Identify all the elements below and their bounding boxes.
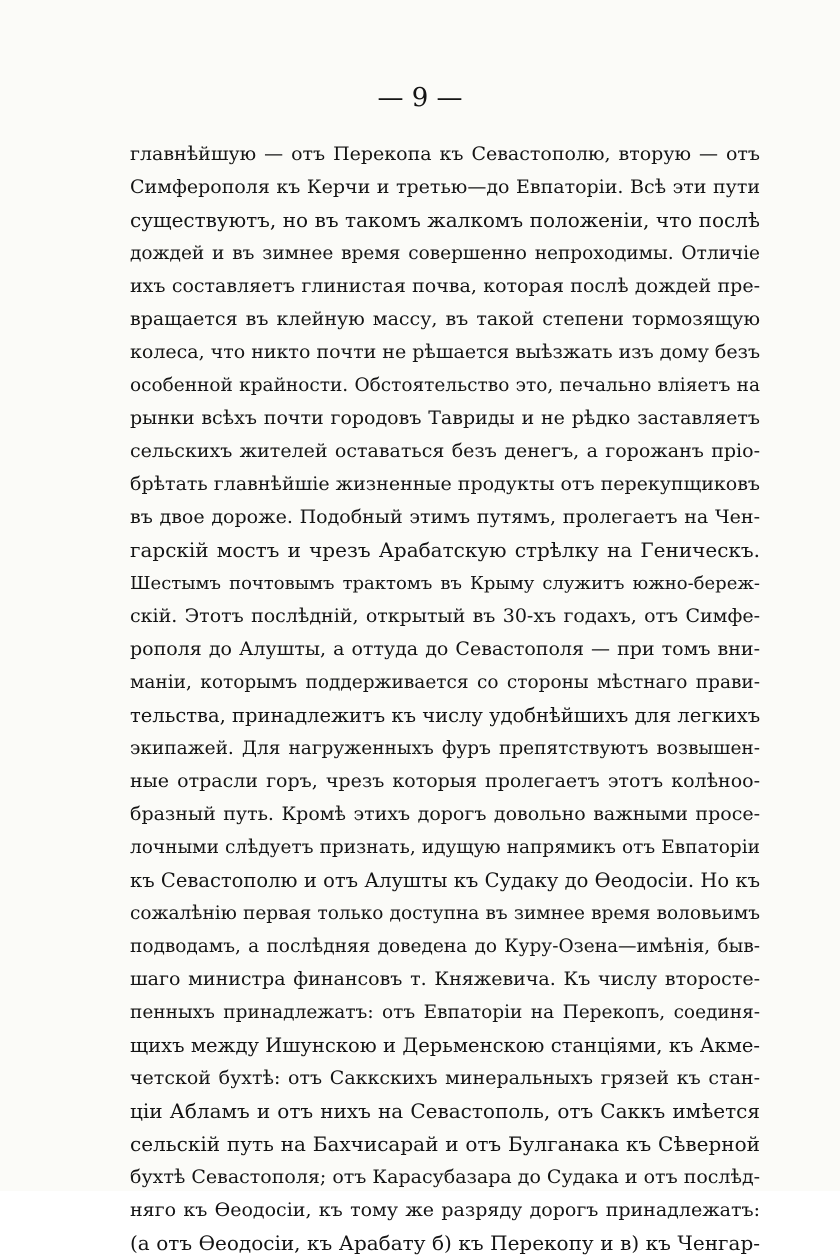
text-line: колеса, что никто почти не рѣшается выѣзжать изъ дому безъ [130, 341, 760, 363]
text-line: пенныхъ принадлежатъ: отъ Евпаторіи на Перекопъ, соединя- [130, 1002, 760, 1023]
text-line: лочными слѣдуетъ признать, идущую напрямикъ отъ Евпаторіи [130, 837, 760, 858]
text-line: ціи Абламъ и отъ нихъ на Севастополь, отъ Саккъ имѣется [130, 1099, 760, 1123]
text-line: бухтѣ Севастополя; отъ Карасубазара до Судака и отъ послѣд- [130, 1166, 760, 1188]
text-line: бразный путь. Кромѣ этихъ дорогъ довольно важными просе- [130, 803, 760, 825]
text-line: тельства, принадлежитъ къ числу удобнѣйшихъ для легкихъ [130, 704, 760, 727]
text-line: особенной крайности. Обстоятельство это, печально вліяетъ на [130, 375, 760, 396]
text-line: няго къ Ѳеодосіи, къ тому же разряду дорогъ принадлежатъ: [130, 1199, 760, 1221]
text-line: ихъ составляетъ глинистая почва, которая послѣ дождей пре- [130, 275, 760, 297]
text-line: къ Севастополю и отъ Алушты къ Судаку до Ѳеодосіи. Но къ [130, 869, 760, 892]
text-line: брѣтать главнѣйшіе жизненные продукты отъ перекупщиковъ [130, 473, 760, 495]
body-text [130, 138, 760, 1260]
text-line: сожалѣнію первая только доступна въ зимнее время воловьимъ [130, 903, 760, 924]
text-line: въ двое дороже. Подобный этимъ путямъ, пролегаетъ на Чен- [130, 506, 760, 528]
text-line: ные отрасли горъ, чрезъ которыя пролегаетъ этотъ колѣноо- [130, 770, 760, 792]
text-line: главнѣйшую — отъ Перекопа къ Севастополю, вторую — отъ [130, 143, 760, 165]
text-line: существуютъ, но въ такомъ жалкомъ положеніи, что послѣ [130, 208, 760, 232]
text-line: шаго министра финансовъ т. Княжевича. Къ числу второсте- [130, 968, 760, 990]
text-line: дождей и въ зимнее время совершенно непроходимы. Отличіе [130, 243, 760, 264]
text-line: сельскій путь на Бахчисарай и отъ Булганака къ Сѣверной [130, 1132, 760, 1156]
text-line: скій. Этотъ послѣдній, открытый въ 30-хъ годахъ, отъ Симфе- [130, 605, 760, 627]
text-line: сельскихъ жителей оставаться безъ денегъ, а горожанъ пріо- [130, 440, 760, 462]
text-line: вращается въ клейную массу, въ такой степени тормозящую [130, 308, 760, 330]
text-line: рополя до Алушты, а оттуда до Севастополя — при томъ вни- [130, 638, 760, 660]
text-line: подводамъ, а послѣдняя доведена до Куру-Озена—имѣнія, быв- [130, 936, 760, 957]
text-line: Шестымъ почтовымъ трактомъ въ Крыму служитъ южно-береж- [130, 573, 760, 594]
text-line: гарскій мостъ и чрезъ Арабатскую стрѣлку на Геническъ. [130, 538, 760, 562]
text-line: экипажей. Для нагруженныхъ фуръ препятствуютъ возвышен- [130, 738, 760, 759]
text-line: четской бухтѣ: отъ Саккскихъ минеральныхъ грязей къ стан- [130, 1067, 760, 1089]
text-line: рынки всѣхъ почти городовъ Тавриды и не рѣдко заставляетъ [130, 407, 760, 429]
text-line: маніи, которымъ поддерживается со стороны мѣстнаго прави- [130, 672, 760, 693]
text-line: (а отъ Ѳеодосіи, къ Арабату б) къ Перекопу и в) къ Ченгар- [130, 1231, 760, 1255]
page-number: — 9 — [377, 83, 463, 113]
text-line: щихъ между Ишунскою и Дерьменскою станціями, къ Акме- [130, 1034, 760, 1057]
text-line: Симферополя къ Керчи и третью—до Евпаторіи. Всѣ эти пути [130, 176, 760, 198]
